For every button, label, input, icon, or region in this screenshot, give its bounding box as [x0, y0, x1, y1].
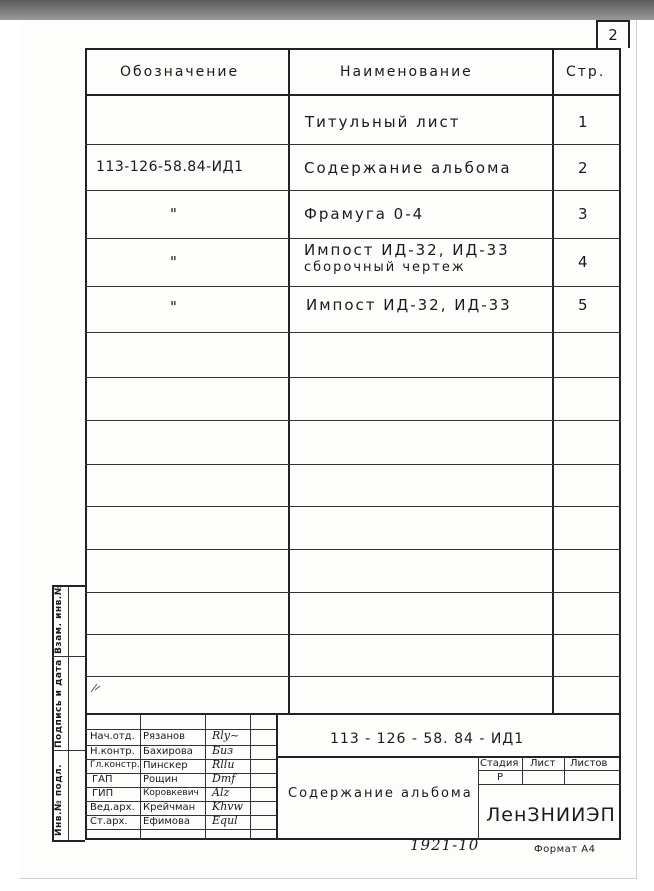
header-underline [85, 94, 621, 96]
document-code: 113 - 126 - 58. 84 - ИД1 [330, 731, 525, 747]
row-2-name: Содержание альбома [304, 159, 512, 177]
stage-label: Стадия [480, 758, 519, 769]
document-title: Содержание альбома [288, 786, 473, 801]
page-number: 2 [608, 26, 618, 44]
row-line [85, 506, 621, 507]
tb-row-line [85, 829, 276, 830]
row-3-name: Фрамуга 0-4 [304, 205, 425, 223]
title-block-top [85, 713, 621, 715]
tb-person: Рощин [143, 774, 178, 785]
signature: Rly~ [212, 729, 240, 742]
row-1-name: Титульный лист [305, 113, 461, 131]
row-line [85, 676, 621, 677]
row-3-designation: " [170, 205, 178, 223]
signature: Alz [212, 786, 230, 799]
row-3-page: 3 [578, 205, 589, 223]
paper-format: Формат А4 [534, 844, 596, 855]
row-4-name-line2: сборочный чертеж [304, 260, 466, 275]
signature: Khvw [212, 800, 243, 813]
side-strip-mid [68, 585, 69, 840]
row-5-name: Импост ИД-32, ИД-33 [306, 296, 512, 314]
row-line [85, 286, 621, 287]
col-divider-1 [288, 48, 290, 713]
tb-col-main [276, 713, 278, 840]
pencil-mark [88, 678, 114, 698]
tb-person: Пинскер [143, 760, 188, 771]
signature: Dmf [212, 772, 236, 785]
row-line [85, 592, 621, 593]
row-line [85, 238, 621, 239]
row-line [85, 634, 621, 635]
tb-person: Ефимова [143, 816, 191, 827]
top-scan-border [0, 0, 654, 20]
tb-role: Ст.арх. [90, 816, 128, 827]
tb-person: Крейчман [143, 802, 196, 813]
row-4-name: Импост ИД-32, ИД-33 [304, 241, 510, 259]
row-line [85, 420, 621, 421]
signature: Rllu [212, 758, 235, 771]
tb-person: Рязанов [143, 731, 186, 742]
stage-value: Р [497, 772, 504, 783]
tb-role: Н.контр. [90, 746, 135, 757]
row-4-designation: " [170, 253, 178, 271]
archive-number: 1921-10 [410, 836, 480, 854]
row-line [85, 190, 621, 191]
row-line [85, 377, 621, 378]
row-line [85, 144, 621, 145]
tb-role: Гл.констр. [90, 760, 140, 770]
tb-person: Бахирова [143, 746, 193, 757]
header-name: Наименование [340, 64, 473, 80]
tb-row-line [85, 729, 276, 730]
tb-row-line [85, 773, 276, 774]
tb-role: Вед.арх. [90, 802, 135, 813]
tb-stage-underline [478, 770, 621, 771]
header-page: Стр. [566, 64, 606, 80]
page-number-box [596, 20, 630, 48]
row-line [85, 549, 621, 550]
col-divider-2 [552, 48, 554, 713]
row-2-page: 2 [578, 159, 589, 177]
side-label-replaces-inv: Взам. инв.№ [54, 583, 64, 654]
side-label-inv-orig: Инв.№ подл. [54, 763, 64, 836]
row-line [85, 332, 621, 333]
side-strip-div [52, 656, 85, 657]
tb-role: Нач.отд. [90, 731, 135, 742]
row-2-designation: 113-126-58.84-ИД1 [96, 159, 244, 175]
side-strip-div [52, 750, 85, 751]
tb-col-name [205, 713, 206, 840]
tb-col-signature [250, 713, 251, 840]
signature: Equl [212, 814, 238, 827]
tb-person: Коровкевич [143, 788, 199, 798]
sheet-label: Лист [530, 758, 556, 769]
row-1-page: 1 [578, 113, 589, 131]
side-strip-bottom [52, 840, 85, 842]
header-designation: Обозначение [120, 64, 240, 80]
row-line [85, 464, 621, 465]
row-5-designation: " [170, 298, 178, 316]
signature: Бuз [212, 744, 234, 757]
tb-role: ГИП [92, 788, 114, 799]
side-label-signature-date: Подпись и дата [54, 659, 64, 748]
tb-stage-col [478, 756, 479, 840]
row-5-page: 5 [578, 296, 589, 314]
sheets-label: Листов [570, 758, 608, 769]
organization-name: ЛенЗНИИЭП [486, 804, 616, 826]
row-4-page: 4 [578, 253, 589, 271]
tb-col-role [140, 713, 141, 840]
tb-role: ГАП [92, 774, 113, 785]
tb-stage-bottom [478, 784, 621, 785]
